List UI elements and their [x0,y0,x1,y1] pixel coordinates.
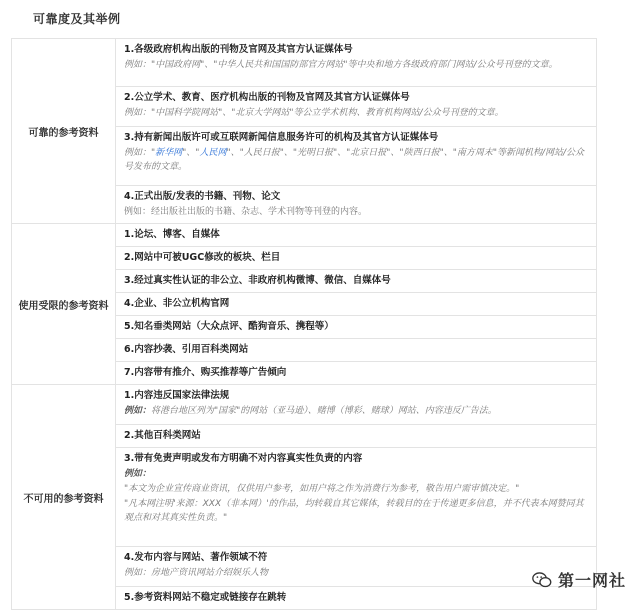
item-example: 例如：房地产资讯网站介绍娱乐人物 [124,568,269,578]
item-example: 例如："中国科学院网站"、"北京大学网站"等公立学术机构、教育机构网站/公众号刊登的文章。 [124,108,504,118]
item-example: 例如：经出版社出版的书籍、杂志、学术刊物等刊登的内容。 [124,207,368,217]
section-title: 可靠度及其举例 [33,12,121,26]
example-text: 将港台地区列为"国家"的网站（亚马逊）、赌博（博彩、赌球）网站、内容违反广告法。 [151,406,497,416]
category-limited: 使用受限的参考资料 [12,224,116,385]
item-title: 3.经过真实性认证的非公立、非政府机构微博、微信、自媒体号 [124,275,391,286]
item-example: 例如："中国政府网"、"中华人民共和国国防部官方网站"等中央和地方各级政府部门网站/公众号刊登的文章。 [124,60,558,70]
list-item [116,39,597,87]
quote-disclaimer: "本文为企业宣传商业资讯，仅供用户参考，如用户将之作为消费行为参考，敬告用户需审慎决定。" [124,484,520,494]
list-item [116,224,597,247]
item-title: 2.其他百科类网站 [124,430,201,441]
table-row [12,224,597,247]
item-title: 2.公立学术、教育、医疗机构出版的刊物及官网及其官方认证媒体号 [124,92,410,103]
wechat-logo-icon [532,571,552,589]
list-item [116,587,597,610]
example-label: 例如： [124,469,152,479]
item-example [124,404,588,418]
list-item [116,247,597,270]
list-item [116,362,597,385]
item-title: 7.内容带有推介、购买推荐等广告倾向 [124,367,287,378]
list-item [116,87,597,127]
item-example [124,146,588,174]
item-title: 4.企业、非公立机构官网 [124,298,230,309]
link-xinhua[interactable]: 新华网 [155,148,183,158]
reliability-table [11,38,597,610]
watermark [532,568,626,591]
list-item [116,316,597,339]
example-prefix: 例如：" [124,148,156,158]
list-item [116,186,597,224]
item-title: 6.内容抄袭、引用百科类网站 [124,344,249,355]
link-people[interactable]: 人民网 [199,148,227,158]
list-item [116,339,597,362]
item-title: 1.论坛、博客、自媒体 [124,229,220,240]
table-row [12,385,597,425]
list-item [116,547,597,587]
quote-reprint: "凡本网注明'来源：XXX（非本网）'的作品，均转载自其它媒体，转载目的在于传递更多信息，并不代表本网赞同其观点和对其真实性负责。" [124,499,584,523]
item-title: 3.持有新闻出版许可或互联网新闻信息服务许可的机构及其官方认证媒体号 [124,132,439,143]
item-title: 5.知名垂类网站（大众点评、酷狗音乐、携程等） [124,321,334,332]
table-row [12,39,597,87]
item-title: 3.带有免责声明或发布方明确不对内容真实性负责的内容 [124,453,363,464]
item-title: 1.内容违反国家法律法规 [124,390,230,401]
list-item [116,270,597,293]
category-reliable: 可靠的参考资料 [12,39,116,224]
list-item [116,448,597,547]
item-title: 5.参考资料网站不稳定或链接存在跳转 [124,592,287,603]
watermark-text: 第一网社 [558,571,627,590]
example-label: 例如： [124,406,152,416]
example-separator: "、" [182,148,200,158]
example-rest: "、"人民日报"、"光明日报"、"北京日报"、"陕西日报"、"南方周末"等新闻机构/网站/公众号发布的文章。 [124,148,585,172]
list-item [116,425,597,448]
item-title: 1.各级政府机构出版的刊物及官网及其官方认证媒体号 [124,44,353,55]
item-title: 2.网站中可被UGC修改的板块、栏目 [124,252,281,263]
list-item [116,127,597,186]
category-unusable: 不可用的参考资料 [12,385,116,610]
list-item [116,385,597,425]
item-title: 4.发布内容与网站、著作领域不符 [124,552,268,563]
list-item [116,293,597,316]
item-title: 4.正式出版/发表的书籍、刊物、论文 [124,191,281,202]
